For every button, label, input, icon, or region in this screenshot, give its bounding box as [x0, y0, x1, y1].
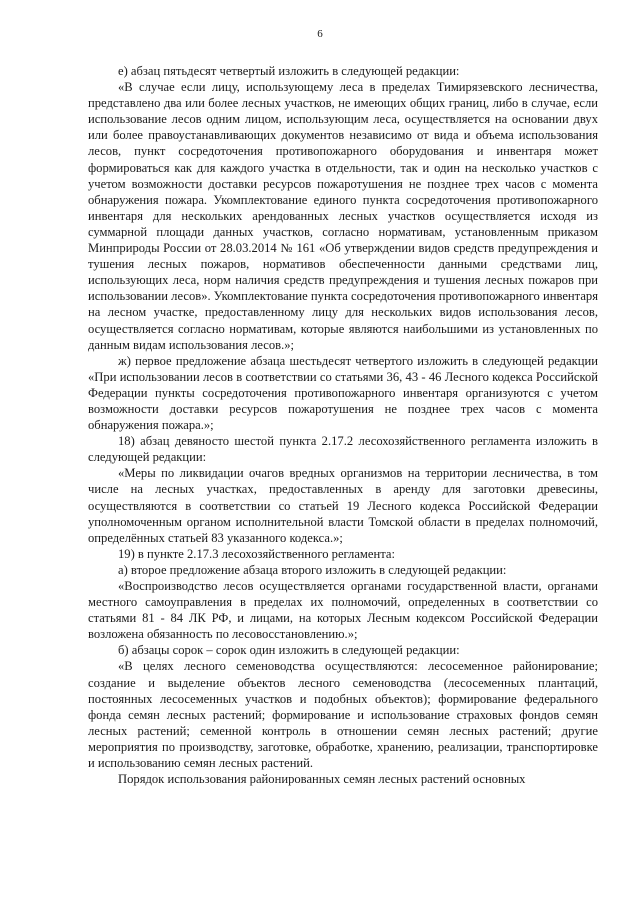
paragraph-seed-usage: Порядок использования районированных семян лесных растений основных: [118, 772, 526, 787]
paragraph-a: а) второе предложение абзаца второго изложить в следующей редакции:: [118, 562, 507, 577]
paragraph-18: 18) абзац девяносто шестой пункта 2.17.2 лесохозяйственного регламента изложить в следующей редакции:: [88, 434, 598, 465]
paragraph-zh: ж) первое предложение абзаца шестьдесят четвертого изложить в следующей редакции «При использовании лесов в соответствии со статьями 36, 43 - 46 Лесного кодекса Российской Федерации пункты сосредоточения противопожарного инвентаря организуются с учетом возможности доставки ресурсов пожаротушения не позднее трех часов с момента обнаружения пожара.»;: [88, 353, 598, 433]
paragraph-19: 19) в пункте 2.17.3 лесохозяйственного регламента:: [118, 546, 395, 561]
paragraph-quote-fire-equipment: «В случае если лицу, использующему леса в пределах Тимирязевского лесничества, представлено два или более лесных участков, не имеющих общих границ, либо в случае, если использование лесов одним лицом, использующим леса, осуществляется на основании двух или более правоустанавливающих документов независимо от вида и объема использования лесов, пункт сосредоточения противопожарного оборудования и инвентаря может формироваться как для каждого участка в отдельности, так и один на несколько участков с учетом возможности доставки ресурсов пожаротушения не позднее трех часов с момента обнаружения пожара. Укомплектование единого пункта сосредоточения противопожарного инвентаря для нескольких арендованных лесных участков осуществляется исходя из суммарной площади данных участков, согласно нормативам, установленным приказом Минприроды России от 28.03.2014 № 161 «Об утверждении видов средств предупреждения и тушения лесных пожаров, нормативов обеспеченности данными средствами лиц, использующих леса, норм наличия средств предупреждения и тушения лесных пожаров при использовании лесов». Укомплектование пункта сосредоточения противопожарного инвентаря на лесном участке, предоставленному лицу для нескольких видов использования лесов, осуществляется согласно нормативам, которые являются наибольшими из установленных по данным видам использования лесов.»;: [88, 80, 598, 352]
paragraph-quote-seed-production: «В целях лесного семеноводства осуществляются: лесосеменное районирование; создание и выделение объектов лесного семеноводства (лесосеменных плантаций, постоянных лесосеменных участков и подобных объектов); формирование федерального фонда семян лесных растений; формирование и использование страховых фондов семян лесных растений; семенной контроль в отношении семян лесных растений; другие мероприятия по производству, заготовке, обработке, хранению, реализации, транспортировке и использованию семян лесных растений.: [88, 659, 598, 771]
paragraph-quote-reproduction: «Воспроизводство лесов осуществляется органами государственной власти, органами местного самоуправления в пределах их полномочий, определенных в соответствии со статьями 81 - 84 ЛК РФ, и лицами, на которых Лесным кодексом Российской Федерации возложена обязанность по лесовосстановлению.»;: [88, 579, 598, 642]
page-number: 6: [317, 28, 323, 40]
paragraph-b: б) абзацы сорок – сорок один изложить в следующей редакции:: [118, 643, 460, 658]
document-body: [88, 63, 598, 787]
paragraph-e: е) абзац пятьдесят четвертый изложить в следующей редакции:: [118, 64, 460, 78]
paragraph-quote-pest-control: «Меры по ликвидации очагов вредных организмов на территории лесничества, в том числе на лесных участках, предоставленных в аренду для заготовки древесины, осуществляются в соответствии со статьей 19 Лесного кодекса Российской Федерации уполномоченным органом исполнительной власти Томской области в пределах полномочий, определённых статьей 83 указанного кодекса.»;: [88, 466, 598, 545]
